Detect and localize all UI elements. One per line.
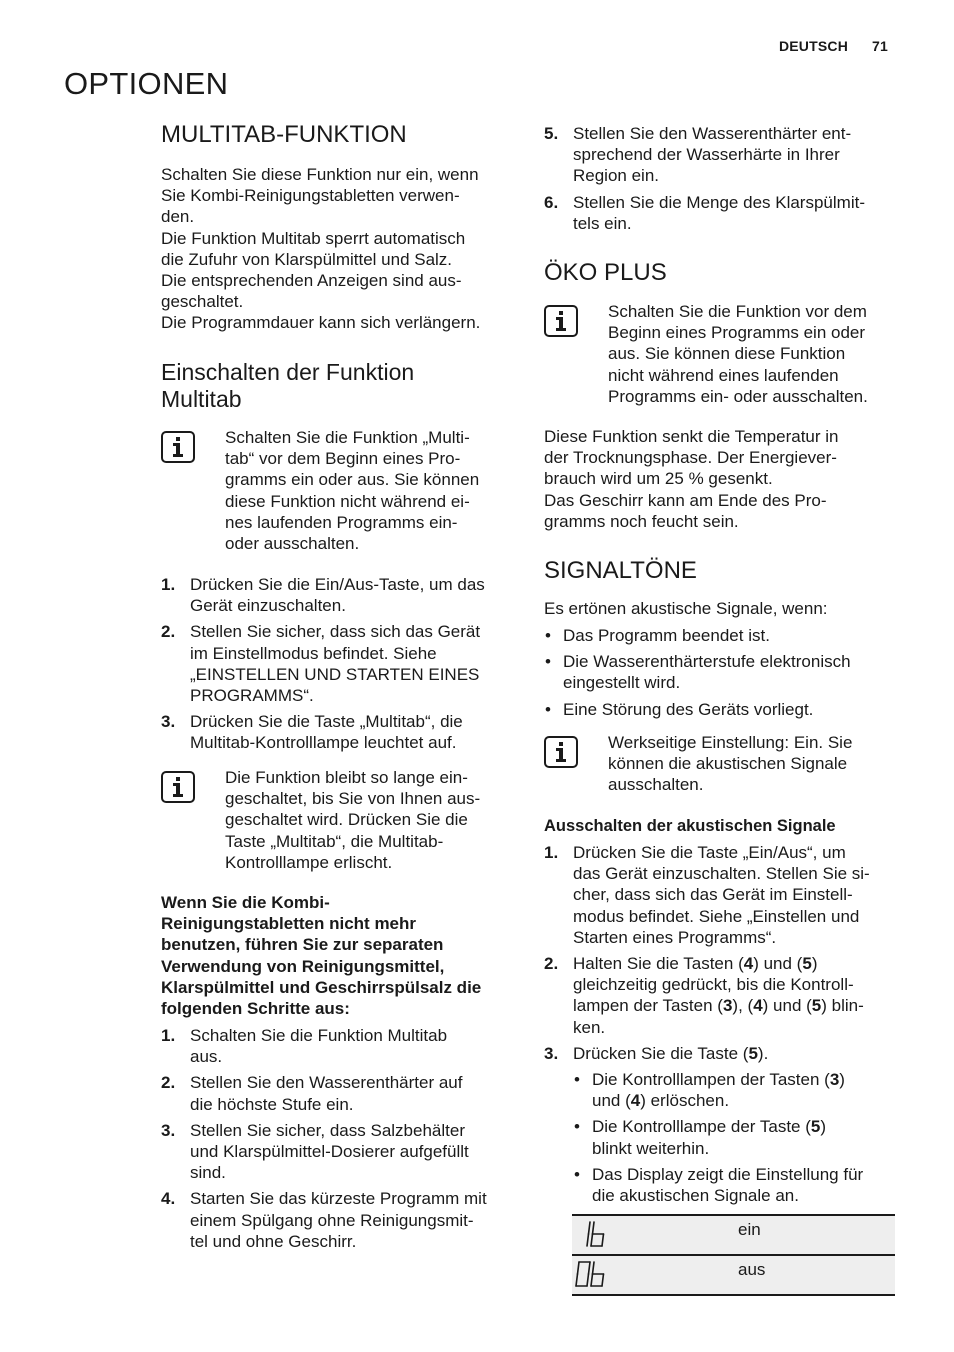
multitab-heading: MULTITAB-FUNKTION: [161, 121, 407, 148]
text-line: sind.: [190, 1163, 226, 1183]
text-line: geschaltet.: [161, 292, 244, 312]
text-line: gramms noch feucht sein.: [544, 511, 739, 531]
text-line: Diese Funktion senkt die Temperatur in: [544, 427, 839, 446]
page-header: [779, 38, 888, 54]
text-line: [592, 1090, 904, 1111]
text-line: im Einstellmodus befindet. Siehe: [190, 643, 437, 663]
info-icon: [161, 771, 195, 803]
step-number: 1.: [544, 843, 559, 862]
text-line: • Die Wasserenthärterstufe elektronisch: [563, 652, 851, 672]
text-line: Programms ein- oder ausschalten.: [608, 386, 868, 406]
signals-off-subheading: Ausschalten der akustischen Signale: [544, 817, 836, 835]
key-number: 5: [748, 1043, 758, 1063]
page-number: 71: [872, 38, 888, 54]
text-line: tab“ vor dem Beginn eines Pro-: [225, 449, 461, 469]
text-line: Beginn eines Programms ein oder: [608, 323, 866, 343]
info-note-signals: [544, 732, 904, 796]
text-line: nes laufenden Programms ein-: [225, 512, 458, 532]
text-line: aus.: [190, 1047, 223, 1067]
multitab-intro: [161, 164, 521, 334]
text-line: [592, 1069, 904, 1090]
text-run: ).: [757, 1043, 769, 1063]
text-line: Stellen Sie den Wasserenthärter auf: [190, 1073, 463, 1093]
einschalten-steps: [161, 574, 521, 754]
text-run: ) und (: [762, 996, 812, 1016]
step-number: 1.: [161, 575, 176, 594]
text-line: ausschalten.: [608, 775, 704, 795]
text-line: cher, dass sich das Gerät im Einstell-: [573, 885, 853, 905]
text-run: ) und (: [753, 954, 803, 974]
text-line: Das Geschirr kann am Ende des Pro-: [544, 490, 827, 510]
list-item: [573, 1164, 904, 1206]
step-number: 3.: [544, 1043, 559, 1063]
text-line: [573, 1043, 904, 1064]
text-line: Stellen Sie sicher, dass sich das Gerät: [190, 622, 481, 642]
text-line: modus befindet. Siehe „Einstellen und: [573, 906, 860, 926]
text-run: und (: [592, 1091, 631, 1111]
text-line: Stellen Sie die Menge des Klarspülmit-: [573, 192, 865, 212]
table-row: [572, 1254, 895, 1296]
text-line: Sie Kombi-Reinigungstabletten verwen-: [161, 186, 460, 206]
text-line: Stellen Sie den Wasserenthärter ent-: [573, 124, 852, 143]
list-item: [161, 711, 521, 753]
info-note-oeko-plus: [544, 301, 904, 407]
oeko-plus-heading: ÖKO PLUS: [544, 259, 667, 286]
heading-line: Multitab: [161, 386, 242, 412]
text-line: können die akustischen Signale: [608, 754, 848, 774]
text-line: einem Spülgang ohne Reinigungsmit-: [190, 1210, 474, 1230]
step3-bullets: [573, 1069, 904, 1206]
text-line: • Eine Störung des Geräts vorliegt.: [563, 699, 814, 719]
text-line: die höchste Stufe ein.: [190, 1094, 354, 1114]
text-line: folgenden Schritte aus:: [161, 999, 350, 1019]
info-note-multitab: [161, 427, 521, 554]
list-item: [161, 1025, 521, 1067]
key-number: 5: [802, 954, 812, 974]
text-line: Verwendung von Reinigungsmittel,: [161, 956, 445, 976]
text-line: Die Programmdauer kann sich verlängern.: [161, 313, 481, 333]
text-run: ), (: [732, 996, 754, 1016]
header-language: DEUTSCH: [778, 38, 849, 54]
signaltoene-bullets: [544, 625, 904, 720]
list-item: [544, 192, 904, 234]
oeko-plus-text: [544, 426, 904, 532]
key-number: 3: [829, 1070, 840, 1090]
info-note-multitab-off: [161, 767, 521, 873]
signaltoene-heading: SIGNALTÖNE: [544, 557, 697, 584]
text-line: oder ausschalten.: [225, 534, 360, 554]
text-line: und Klarspülmittel-Dosierer aufgefüllt: [190, 1142, 469, 1162]
text-run: Die Kontrolllampen der Tasten (: [592, 1070, 830, 1090]
text-line: Region ein.: [573, 166, 660, 186]
text-line: Die entsprechenden Anzeigen sind aus-: [161, 271, 462, 291]
text-line: das Gerät einzuschalten. Stellen Sie si-: [573, 864, 870, 884]
text-line: Taste „Multitab“, die Multitab-: [225, 831, 444, 851]
list-item: [161, 1072, 521, 1114]
text-line: Klarspülmittel und Geschirrspülsalz die: [161, 977, 482, 997]
step-number: 4.: [161, 1189, 176, 1209]
text-line: Reinigungstabletten nicht mehr: [161, 914, 417, 934]
text-line: nicht während eines laufenden: [608, 365, 839, 385]
text-line: die Zufuhr von Klarspülmittel und Salz.: [161, 249, 453, 269]
key-number: 5: [810, 1117, 821, 1137]
text-run: ): [811, 954, 818, 974]
text-line: blinkt weiterhin.: [592, 1138, 710, 1158]
list-item: [544, 123, 904, 187]
setting-value: aus: [738, 1260, 766, 1279]
text-run: Die Kontrolllampe der Taste (: [592, 1117, 811, 1137]
key-number: 5: [811, 996, 822, 1016]
note-text: [225, 767, 521, 873]
signaltoene-intro: Es ertönen akustische Signale, wenn:: [544, 599, 828, 618]
text-line: die akustischen Signale an.: [592, 1186, 799, 1206]
text-line: Drücken Sie die Taste „Ein/Aus“, um: [573, 843, 846, 862]
separate-intro: [161, 892, 521, 1019]
text-line: Drücken Sie die Taste „Multitab“, die: [190, 712, 463, 732]
einschalten-heading: [161, 359, 521, 413]
list-item: [544, 1043, 904, 1206]
step-number: 2.: [161, 1073, 176, 1093]
text-run: ): [839, 1070, 845, 1090]
text-line: • Das Display zeigt die Einstellung für: [592, 1164, 864, 1184]
text-line: Schalten Sie die Funktion Multitab: [190, 1026, 448, 1045]
text-line: der Trocknungsphase. Der Energiever-: [544, 448, 837, 468]
text-line: geschaltet, bis Sie von Ihnen aus-: [225, 789, 481, 809]
list-item: [161, 574, 521, 616]
text-line: [573, 953, 904, 974]
text-line: Gerät einzuschalten.: [190, 596, 346, 616]
text-line: aus. Sie können diese Funktion: [608, 344, 846, 364]
list-item: [573, 1116, 904, 1158]
list-item: [544, 625, 904, 646]
info-icon: [161, 431, 195, 463]
text-line: geschaltet wird. Drücken Sie die: [225, 810, 468, 830]
text-line: Kontrolllampe erlischt.: [225, 852, 393, 872]
info-icon: [544, 305, 578, 337]
info-icon: [544, 736, 578, 768]
text-run: ): [820, 1117, 827, 1137]
separate-steps: [161, 1025, 521, 1252]
text-line: diese Funktion nicht während ei-: [225, 491, 470, 511]
text-line: [592, 1116, 904, 1137]
text-line: Stellen Sie sicher, dass Salzbehälter: [190, 1120, 465, 1140]
text-line: tels ein.: [573, 213, 632, 233]
text-line: Schalten Sie die Funktion vor dem: [608, 302, 867, 321]
list-item: [544, 699, 904, 720]
list-item: [573, 1069, 904, 1111]
note-text: [225, 427, 521, 554]
text-run: ) blin-: [821, 996, 864, 1016]
key-number: 4: [630, 1091, 641, 1111]
text-line: eingestellt wird.: [563, 673, 681, 693]
text-run: Drücken Sie die Taste (: [573, 1043, 749, 1063]
key-number: 4: [743, 954, 754, 974]
text-line: Werkseitige Einstellung: Ein. Sie: [608, 733, 853, 752]
text-line: brauch wird um 25 % gesenkt.: [544, 469, 773, 489]
text-line: gramms ein oder aus. Sie können: [225, 470, 480, 490]
text-line: Die Funktion bleibt so lange ein-: [225, 768, 468, 787]
text-run: lampen der Tasten (: [573, 996, 723, 1016]
list-item: [544, 651, 904, 693]
table-row: [572, 1214, 895, 1254]
step-number: 2.: [161, 622, 176, 642]
text-line: Schalten Sie diese Funktion nur ein, wenn: [161, 165, 479, 184]
step-number: 5.: [544, 124, 559, 143]
text-line: gleichzeitig gedrückt, bis die Kontroll-: [573, 975, 854, 995]
list-item: [544, 842, 904, 948]
segment-display: [575, 1219, 609, 1249]
step-number: 1.: [161, 1026, 176, 1045]
step-number: 3.: [161, 712, 176, 732]
step-number: 6.: [544, 192, 559, 212]
key-number: 4: [753, 996, 763, 1016]
text-line: Multitab-Kontrolllampe leuchtet auf.: [190, 733, 457, 753]
text-line: sprechend der Wasserhärte in Ihrer: [573, 145, 840, 165]
segment-display: [575, 1259, 609, 1289]
text-run: Halten Sie die Tasten (: [573, 954, 744, 974]
page-title: OPTIONEN: [64, 66, 229, 101]
heading-line: Einschalten der Funktion: [161, 359, 415, 385]
signals-off-steps: [544, 842, 904, 1206]
text-line: ken.: [573, 1017, 606, 1037]
list-item: [161, 621, 521, 706]
text-line: PROGRAMMS“.: [190, 686, 314, 706]
display-settings-table: [572, 1214, 895, 1296]
text-line: Drücken Sie die Ein/Aus-Taste, um das: [190, 575, 485, 594]
step-number: 3.: [161, 1120, 176, 1140]
setting-value: ein: [738, 1220, 761, 1239]
list-item: [161, 1188, 521, 1252]
step-number: 2.: [544, 954, 559, 974]
list-item: [544, 953, 904, 1038]
text-line: Starten eines Programms“.: [573, 927, 777, 947]
text-line: Starten Sie das kürzeste Programm mit: [190, 1189, 487, 1209]
text-run: ) erlöschen.: [640, 1091, 730, 1111]
text-line: „EINSTELLEN UND STARTEN EINES: [190, 664, 480, 684]
text-line: den.: [161, 207, 195, 227]
text-line: tel und ohne Geschirr.: [190, 1231, 357, 1251]
list-item: [161, 1120, 521, 1184]
note-text: [608, 301, 904, 407]
text-line: • Das Programm beendet ist.: [563, 626, 770, 645]
text-line: Schalten Sie die Funktion „Multi-: [225, 428, 470, 447]
text-line: [573, 995, 904, 1016]
key-number: 3: [722, 996, 733, 1016]
text-line: benutzen, führen Sie zur separaten: [161, 935, 444, 955]
text-line: Die Funktion Multitab sperrt automatisch: [161, 228, 466, 248]
text-line: Wenn Sie die Kombi-: [161, 893, 330, 912]
separate-steps-continued: [544, 123, 904, 234]
note-text: [608, 732, 904, 796]
